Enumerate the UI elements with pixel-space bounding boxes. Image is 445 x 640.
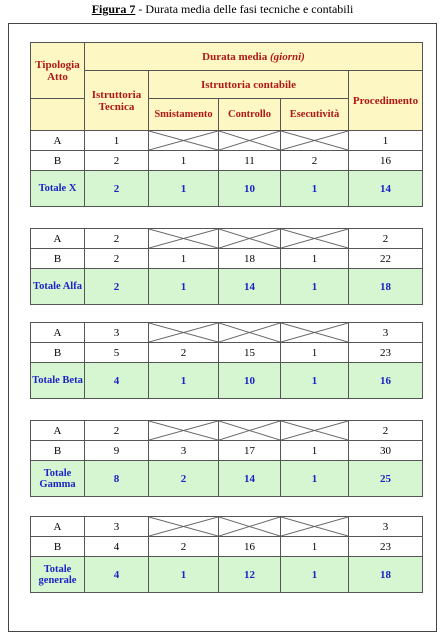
cross-mark-icon <box>281 421 348 440</box>
crossed-cell <box>219 421 281 441</box>
total-smistamento: 1 <box>149 269 219 305</box>
group-table <box>30 516 423 593</box>
cell-tecnica: 2 <box>85 249 149 269</box>
row-label: A <box>31 517 85 537</box>
cell-smistamento: 1 <box>149 249 219 269</box>
cell-tecnica: 4 <box>85 537 149 557</box>
total-row <box>31 269 423 305</box>
total-esecutivita: 1 <box>281 363 349 399</box>
table-row <box>31 229 423 249</box>
total-tecnica: 4 <box>85 363 149 399</box>
cross-mark-icon <box>149 131 218 150</box>
cell-controllo: 16 <box>219 537 281 557</box>
table-row <box>31 517 423 537</box>
crossed-cell <box>149 131 219 151</box>
table-row <box>31 131 423 151</box>
total-procedimento: 25 <box>349 461 423 497</box>
cross-mark-icon <box>219 323 280 342</box>
figure-title: - Durata media delle fasi tecniche e contabili <box>135 2 354 16</box>
cell-procedimento: 2 <box>349 421 423 441</box>
cell-smistamento: 2 <box>149 537 219 557</box>
cell-procedimento: 30 <box>349 441 423 461</box>
total-controllo: 10 <box>219 363 281 399</box>
table-row <box>31 537 423 557</box>
row-label: A <box>31 421 85 441</box>
group-table <box>30 228 423 305</box>
cell-esecutivita: 2 <box>281 151 349 171</box>
total-label: Totale Alfa <box>31 269 85 305</box>
row-label: B <box>31 343 85 363</box>
total-smistamento: 2 <box>149 461 219 497</box>
total-label: Totale Gamma <box>31 461 85 497</box>
cell-controllo: 11 <box>219 151 281 171</box>
total-row <box>31 171 423 207</box>
cell-procedimento: 3 <box>349 323 423 343</box>
total-label: Totale generale <box>31 557 85 593</box>
header-durata <box>85 43 423 71</box>
row-label: B <box>31 537 85 557</box>
total-row <box>31 461 423 497</box>
crossed-cell <box>219 229 281 249</box>
cell-tecnica: 9 <box>85 441 149 461</box>
figure-label: Figura 7 <box>91 2 136 16</box>
crossed-cell <box>149 517 219 537</box>
total-procedimento: 18 <box>349 557 423 593</box>
cell-procedimento: 3 <box>349 517 423 537</box>
header-istruttoria-tecnica: Istruttoria Tecnica <box>85 71 149 131</box>
cell-smistamento: 3 <box>149 441 219 461</box>
total-esecutivita: 1 <box>281 461 349 497</box>
total-tecnica: 8 <box>85 461 149 497</box>
header-table <box>30 42 423 131</box>
total-tecnica: 2 <box>85 171 149 207</box>
cell-tecnica: 5 <box>85 343 149 363</box>
cross-mark-icon <box>149 229 218 248</box>
total-procedimento: 14 <box>349 171 423 207</box>
total-procedimento: 18 <box>349 269 423 305</box>
cross-mark-icon <box>219 517 280 536</box>
row-label: B <box>31 151 85 171</box>
crossed-cell <box>149 323 219 343</box>
total-esecutivita: 1 <box>281 269 349 305</box>
header-durata-unit: (giorni) <box>269 50 305 63</box>
cross-mark-icon <box>281 517 348 536</box>
total-esecutivita: 1 <box>281 557 349 593</box>
crossed-cell <box>219 517 281 537</box>
table-row <box>31 343 423 363</box>
cell-tecnica: 3 <box>85 517 149 537</box>
total-tecnica: 4 <box>85 557 149 593</box>
cell-procedimento: 23 <box>349 537 423 557</box>
total-procedimento: 16 <box>349 363 423 399</box>
cell-esecutivita: 1 <box>281 537 349 557</box>
header-blank <box>31 99 85 131</box>
cell-esecutivita: 1 <box>281 249 349 269</box>
crossed-cell <box>149 421 219 441</box>
row-label: B <box>31 249 85 269</box>
total-controllo: 14 <box>219 461 281 497</box>
cell-procedimento: 22 <box>349 249 423 269</box>
header-tipologia: Tipologia Atto <box>31 43 85 99</box>
row-label: B <box>31 441 85 461</box>
header-controllo: Controllo <box>219 99 281 131</box>
cross-mark-icon <box>281 229 348 248</box>
total-controllo: 14 <box>219 269 281 305</box>
cross-mark-icon <box>149 323 218 342</box>
total-controllo: 12 <box>219 557 281 593</box>
cross-mark-icon <box>219 421 280 440</box>
total-row <box>31 363 423 399</box>
cell-procedimento: 2 <box>349 229 423 249</box>
cross-mark-icon <box>281 131 348 150</box>
group-table <box>30 420 423 497</box>
row-label: A <box>31 323 85 343</box>
cross-mark-icon <box>149 421 218 440</box>
group-table <box>30 130 423 207</box>
cell-tecnica: 3 <box>85 323 149 343</box>
figure-caption <box>0 2 445 17</box>
cell-smistamento: 2 <box>149 343 219 363</box>
crossed-cell <box>281 323 349 343</box>
cell-procedimento: 1 <box>349 131 423 151</box>
total-label: Totale Beta <box>31 363 85 399</box>
total-smistamento: 1 <box>149 171 219 207</box>
total-esecutivita: 1 <box>281 171 349 207</box>
crossed-cell <box>281 131 349 151</box>
cell-controllo: 15 <box>219 343 281 363</box>
crossed-cell <box>219 323 281 343</box>
crossed-cell <box>281 229 349 249</box>
cell-tecnica: 2 <box>85 151 149 171</box>
cell-smistamento: 1 <box>149 151 219 171</box>
cell-tecnica: 1 <box>85 131 149 151</box>
total-label: Totale X <box>31 171 85 207</box>
table-row <box>31 249 423 269</box>
row-label: A <box>31 229 85 249</box>
total-smistamento: 1 <box>149 363 219 399</box>
total-smistamento: 1 <box>149 557 219 593</box>
cell-procedimento: 23 <box>349 343 423 363</box>
crossed-cell <box>149 229 219 249</box>
cell-esecutivita: 1 <box>281 441 349 461</box>
row-label: A <box>31 131 85 151</box>
cell-procedimento: 16 <box>349 151 423 171</box>
cell-controllo: 17 <box>219 441 281 461</box>
table-row <box>31 421 423 441</box>
table-row <box>31 323 423 343</box>
cell-controllo: 18 <box>219 249 281 269</box>
header-smistamento: Smistamento <box>149 99 219 131</box>
cell-tecnica: 2 <box>85 229 149 249</box>
header-durata-label: Durata media <box>202 50 268 63</box>
total-controllo: 10 <box>219 171 281 207</box>
total-tecnica: 2 <box>85 269 149 305</box>
crossed-cell <box>219 131 281 151</box>
total-row <box>31 557 423 593</box>
cross-mark-icon <box>281 323 348 342</box>
crossed-cell <box>281 517 349 537</box>
crossed-cell <box>281 421 349 441</box>
table-row <box>31 441 423 461</box>
cross-mark-icon <box>219 131 280 150</box>
header-esecutivita: Esecutività <box>281 99 349 131</box>
header-istruttoria-contabile: Istruttoria contabile <box>149 71 349 99</box>
header-procedimento: Procedimento <box>349 71 423 131</box>
cross-mark-icon <box>219 229 280 248</box>
group-table <box>30 322 423 399</box>
table-row <box>31 151 423 171</box>
cell-tecnica: 2 <box>85 421 149 441</box>
cross-mark-icon <box>149 517 218 536</box>
cell-esecutivita: 1 <box>281 343 349 363</box>
